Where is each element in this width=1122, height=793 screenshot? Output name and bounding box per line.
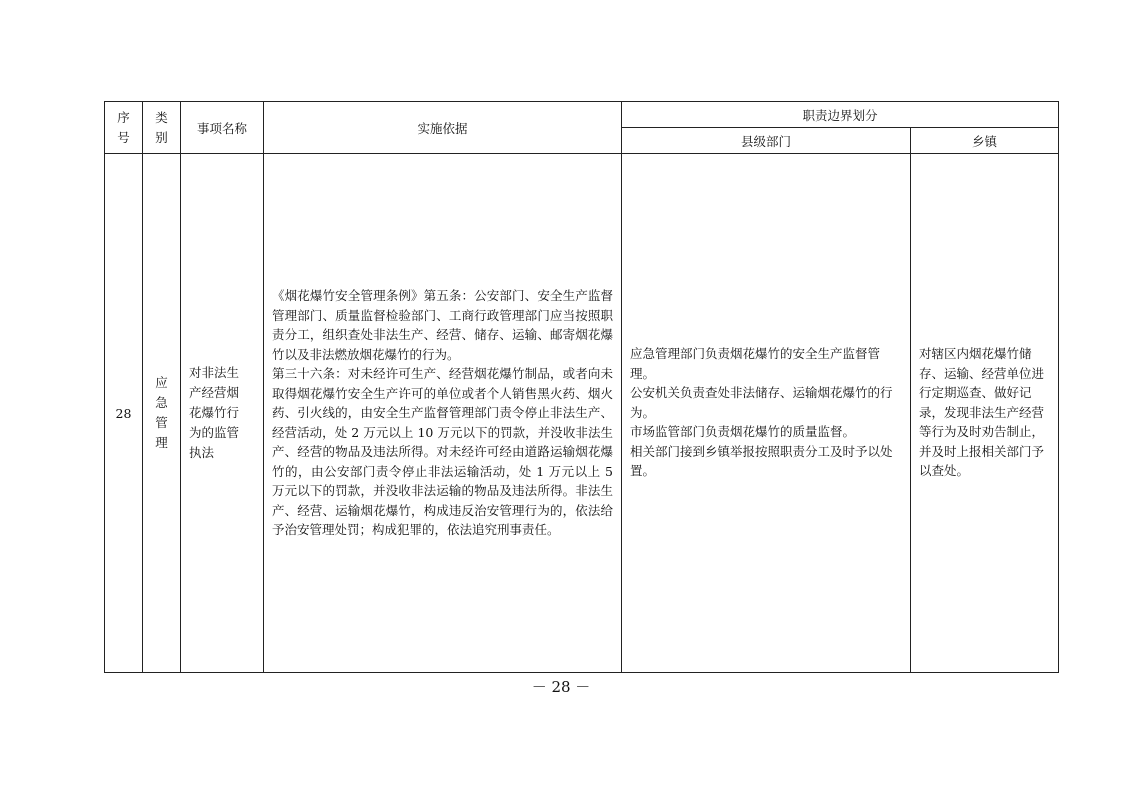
- header-cat-line2: 别: [155, 129, 168, 145]
- item-name-line: 对非法生: [189, 365, 240, 380]
- county-paragraph: 相关部门接到乡镇举报按照职责分工及时予以处置。: [630, 443, 893, 478]
- item-name-line: 产经营烟: [189, 385, 240, 400]
- county-paragraph: 公安机关负责查处非法储存、运输烟花爆竹的行为。: [630, 385, 893, 420]
- header-seq-line2: 号: [117, 129, 130, 145]
- category-char: 理: [155, 435, 168, 450]
- county-paragraph: 应急管理部门负责烟花爆竹的安全生产监督管理。: [630, 346, 881, 381]
- item-name-line: 花爆竹行: [189, 405, 240, 420]
- basis-paragraph: 《烟花爆竹安全管理条例》第五条：公安部门、安全生产监督管理部门、质量监督检验部门、工商行政管理部门应当按照职责分工，组织查处非法生产、经营、储存、运输、邮寄烟花爆竹以及非法燃放烟花爆竹的行为。: [272, 288, 613, 362]
- header-cat-line1: 类: [155, 109, 168, 125]
- category-char: 管: [155, 415, 168, 430]
- header-boundary: 职责边界划分: [622, 102, 1059, 128]
- basis-paragraph: 第三十六条：对未经许可生产、经营烟花爆竹制品，或者向未取得烟花爆竹安全生产许可的单位或者个人销售黑火药、烟火药、引火线的，由安全生产监督管理部门责令停止非法生产、经营活动，处 2 万元以上 10 万元以下的罚款，并没收非法生产、经营的物品及违法所得。对未经许可经由道路运输烟花爆竹的，由公安部门责令停止非法运输活动，处 1 万元以上 5 万元以下的罚款，并没收非法运输的物品及违法所得。非法生产、经营、运输烟花爆竹，构成违反治安管理行为的，依法给予治安管理处罚；构成犯罪的，依法追究刑事责任。: [272, 366, 613, 538]
- row-town: [911, 154, 1059, 673]
- item-name-line: 执法: [189, 445, 215, 460]
- category-char: 应: [155, 375, 168, 390]
- header-category: [143, 102, 181, 154]
- responsibility-table: [104, 101, 1059, 673]
- header-item-name: 事项名称: [181, 102, 264, 154]
- row-category: [143, 154, 181, 673]
- header-town: 乡镇: [911, 128, 1059, 154]
- item-name-line: 为的监管: [189, 425, 240, 440]
- header-seq: [105, 102, 143, 154]
- town-paragraph: 对辖区内烟花爆竹储存、运输、经营单位进行定期巡查、做好记录，发现非法生产经营等行为及时劝告制止，并及时上报相关部门予以查处。: [919, 346, 1045, 478]
- county-paragraph: 市场监管部门负责烟花爆竹的质量监督。: [630, 424, 856, 439]
- header-county: 县级部门: [622, 128, 911, 154]
- table-row: [105, 154, 1059, 673]
- row-number: 28: [105, 154, 143, 673]
- row-item-name: [181, 154, 264, 673]
- category-char: 急: [155, 395, 168, 410]
- row-basis: [264, 154, 622, 673]
- header-basis: 实施依据: [264, 102, 622, 154]
- header-seq-line1: 序: [117, 109, 130, 125]
- page-number: － 28 －: [531, 678, 591, 696]
- row-county: [622, 154, 911, 673]
